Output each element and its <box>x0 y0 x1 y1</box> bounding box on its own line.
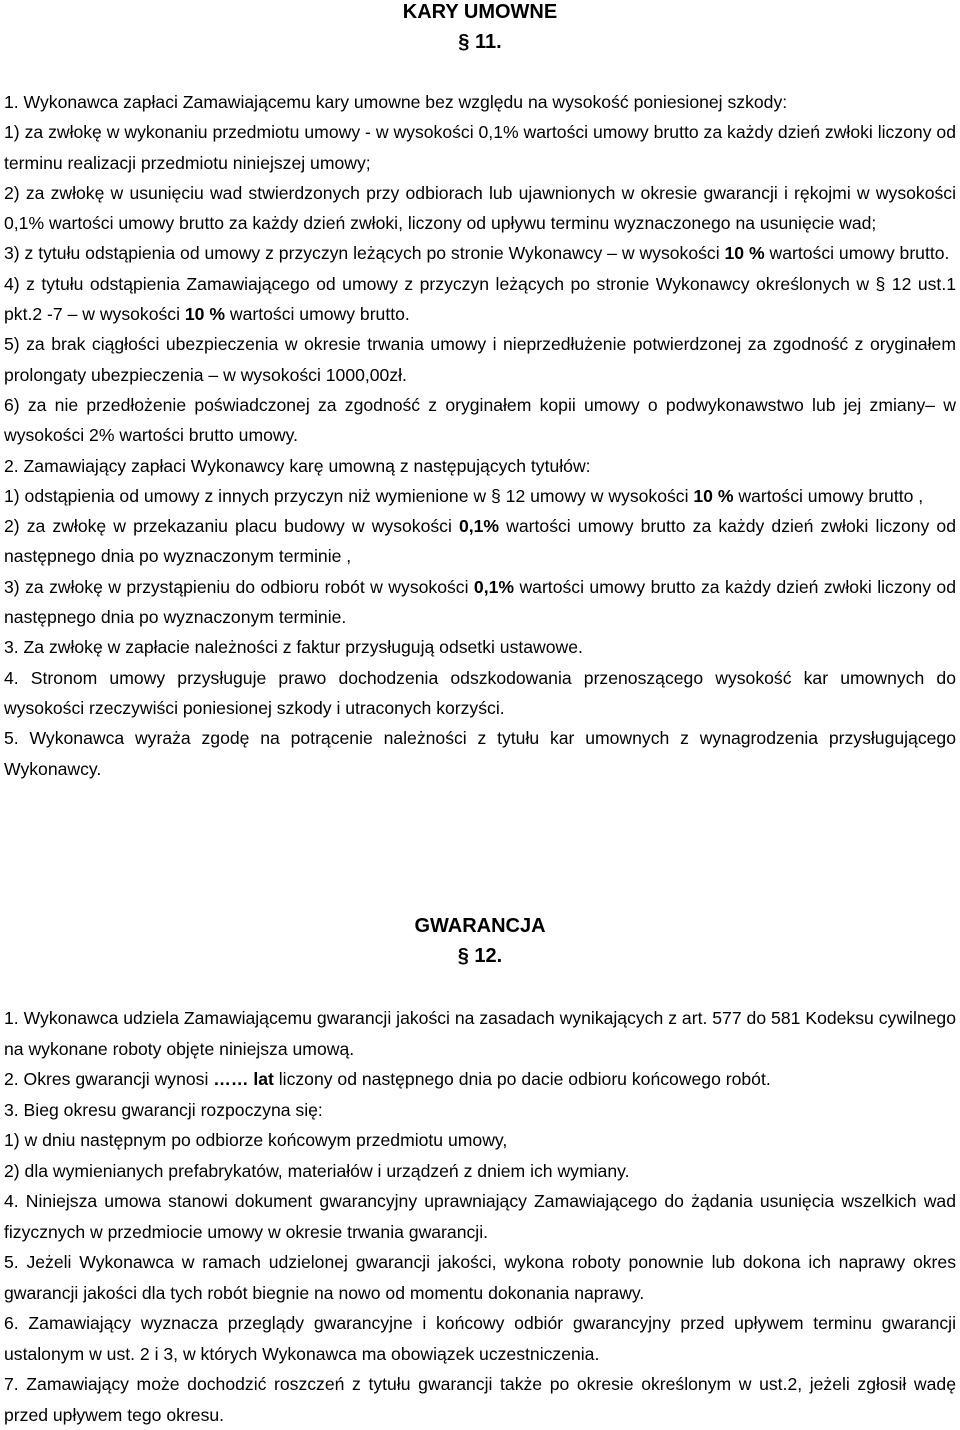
gwarancja-point-6: 6. Zamawiający wyznacza przeglądy gwarancyjne i końcowy odbiór gwarancyjny przed upływem terminu gwarancji ustalonym w ust. 2 i 3, w których Wykonawca ma obowiązek uczestniczenia. <box>4 1313 956 1364</box>
gwarancja-clauses <box>4 1003 956 1430</box>
section-title-gwarancja: GWARANCJA <box>414 915 546 937</box>
gwarancja-point-3: 3. Bieg okresu gwarancji rozpoczyna się: <box>4 1099 323 1120</box>
kary-point-1-2: 2) za zwłokę w usunięciu wad stwierdzonych przy odbiorach lub ujawnionych w okresie gwarancji i rękojmi w wysokości 0,1% wartości umowy brutto za każdy dzień zwłoki, liczony od upływu terminu wyznaczonego na usunięcie wad; <box>4 182 956 234</box>
gwarancja-point-2: 2. Okres gwarancji wynosi …… lat liczony od następnego dnia po dacie odbioru końcowego robót. <box>4 1069 771 1089</box>
kary-point-1-1: 1) za zwłokę w wykonaniu przedmiotu umowy - w wysokości 0,1% wartości umowy brutto za każdy dzień zwłoki liczony od terminu realizacji przedmiotu niniejszej umowy; <box>4 122 956 173</box>
section-number-12: § 12. <box>457 945 503 967</box>
kary-point-3: 3. Za zwłokę w zapłacie należności z faktur przysługują odsetki ustawowe. <box>4 637 583 658</box>
gwarancja-point-5: 5. Jeżeli Wykonawca w ramach udzielonej gwarancji jakości, wykona roboty ponownie lub dokona ich naprawy okres gwarancji jakości dla tych robót biegnie na nowo od momentu dokonania naprawy. <box>4 1252 956 1303</box>
kary-point-2-2: 2) za zwłokę w przekazaniu placu budowy w wysokości 0,1% wartości umowy brutto za każdy dzień zwłoki liczony od następnego dnia po wyznaczonym terminie , <box>4 516 956 567</box>
kary-point-1: 1. Wykonawca zapłaci Zamawiającemu kary umowne bez względu na wysokość poniesionej szkody: <box>4 92 788 112</box>
kary-point-5: 5. Wykonawca wyraża zgodę na potrącenie należności z tytułu kar umownych z wynagrodzenia przysługującego Wykonawcy. <box>4 728 956 779</box>
kary-point-2-3: 3) za zwłokę w przystąpieniu do odbioru robót w wysokości 0,1% wartości umowy brutto za każdy dzień zwłoki liczony od następnego dnia po wyznaczonym terminie. <box>4 576 956 628</box>
kary-point-1-5: 5) za brak ciągłości ubezpieczenia w okresie trwania umowy i nieprzedłużenie potwierdzonej za zgodność z oryginałem prolongaty ubezpieczenia – w wysokości 1000,00zł. <box>4 334 956 385</box>
kary-point-2-1: 1) odstąpienia od umowy z innych przyczyn niż wymienione w § 12 umowy w wysokości 10 % wartości umowy brutto , <box>4 485 924 506</box>
gwarancja-point-3-1: 1) w dniu następnym po odbiorze końcowym przedmiotu umowy, <box>4 1130 508 1150</box>
gwarancja-point-4: 4. Niniejsza umowa stanowi dokument gwarancyjny uprawniający Zamawiającego do żądania usunięcia wszelkich wad fizycznych w przedmiocie umowy w okresie trwania gwarancji. <box>4 1191 956 1242</box>
kary-point-1-6: 6) za nie przedłożenie poświadczonej za zgodność z oryginałem kopii umowy o podwykonawstwo lub jej zmiany– w wysokości 2% wartości brutto umowy. <box>4 394 956 446</box>
section-number-11: § 11. <box>458 31 502 53</box>
kary-point-1-3: 3) z tytułu odstąpienia od umowy z przyczyn leżących po stronie Wykonawcy – w wysokości 10 % wartości umowy brutto. <box>4 243 950 264</box>
kary-point-2: 2. Zamawiający zapłaci Wykonawcy karę umowną z następujących tytułów: <box>4 455 591 476</box>
section-title-kary: KARY UMOWNE <box>402 1 558 23</box>
gwarancja-point-1: 1. Wykonawca udziela Zamawiającemu gwarancji jakości na zasadach wynikających z art. 577 do 581 Kodeksu cywilnego na wykonane roboty objęte niniejsza umową. <box>4 1008 956 1059</box>
gwarancja-point-7: 7. Zamawiający może dochodzić roszczeń z tytułu gwarancji także po okresie określonym w ust.2, jeżeli zgłosił wadę przed upływem tego okresu. <box>4 1374 956 1425</box>
kary-point-1-4: 4) z tytułu odstąpienia Zamawiającego od umowy z przyczyn leżących po stronie Wykonawcy określonych w § 12 ust.1 pkt.2 -7 – w wysokości 10 % wartości umowy brutto. <box>4 273 956 325</box>
gwarancja-point-3-2: 2) dla wymienianych prefabrykatów, materiałów i urządzeń z dniem ich wymiany. <box>4 1160 630 1181</box>
kary-point-4: 4. Stronom umowy przysługuje prawo dochodzenia odszkodowania przenoszącego wysokość kar umownych do wysokości rzeczywiści poniesionej szkody i utraconych korzyści. <box>4 667 956 718</box>
kary-clauses <box>4 87 956 784</box>
